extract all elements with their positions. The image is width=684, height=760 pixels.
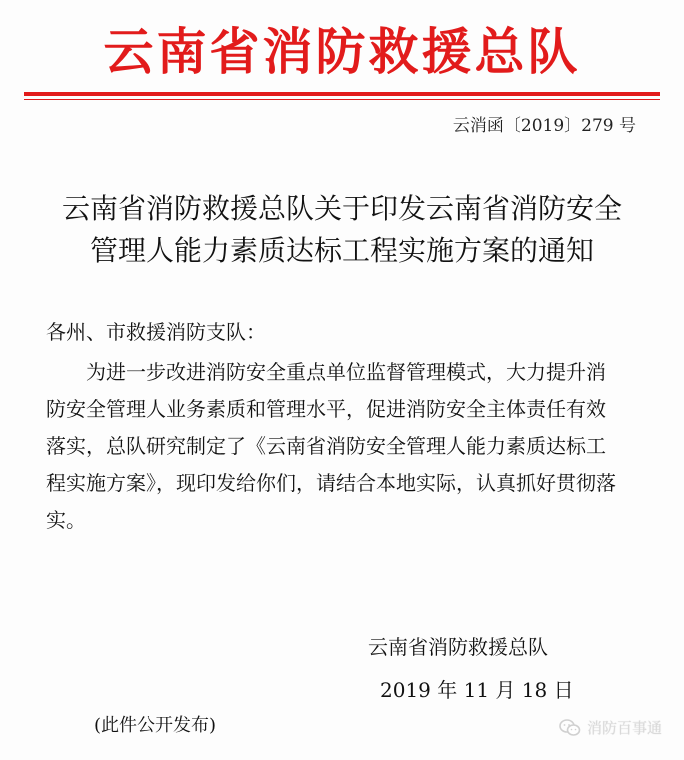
body-line: 防安全管理人业务素质和管理水平，促进消防安全主体责任有效 <box>46 397 606 421</box>
watermark <box>559 718 662 738</box>
body-line: 程实施方案》，现印发给你们，请结合本地实际，认真抓好贯彻落 <box>46 471 616 495</box>
letterhead-red-rule-thin <box>24 99 660 100</box>
body-line: 为进一步改进消防安全重点单位监督管理模式，大力提升消 <box>86 360 606 384</box>
wechat-icon <box>559 719 581 737</box>
watermark-text: 消防百事通 <box>586 719 662 737</box>
salutation: 各州、市救援消防支队： <box>46 320 266 344</box>
document-title-line: 管理人能力素质达标工程实施方案的通知 <box>89 234 594 267</box>
body-line: 实。 <box>46 508 86 532</box>
signature-org: 云南省消防救援总队 <box>368 635 548 659</box>
body-paragraph <box>46 354 646 539</box>
letterhead-red-rule <box>24 92 660 96</box>
public-release-note: (此件公开发布) <box>94 715 217 736</box>
body-line: 落实，总队研究制定了《云南省消防安全管理人能力素质达标工 <box>46 434 606 458</box>
document-title <box>20 188 664 272</box>
document-title-line: 云南省消防救援总队关于印发云南省消防安全 <box>61 192 622 225</box>
letterhead-title: 云南省消防救援总队 <box>103 23 581 81</box>
issue-date: 2019 年 11 月 18 日 <box>380 678 574 702</box>
document-number: 云消函〔2019〕279 号 <box>452 116 636 136</box>
